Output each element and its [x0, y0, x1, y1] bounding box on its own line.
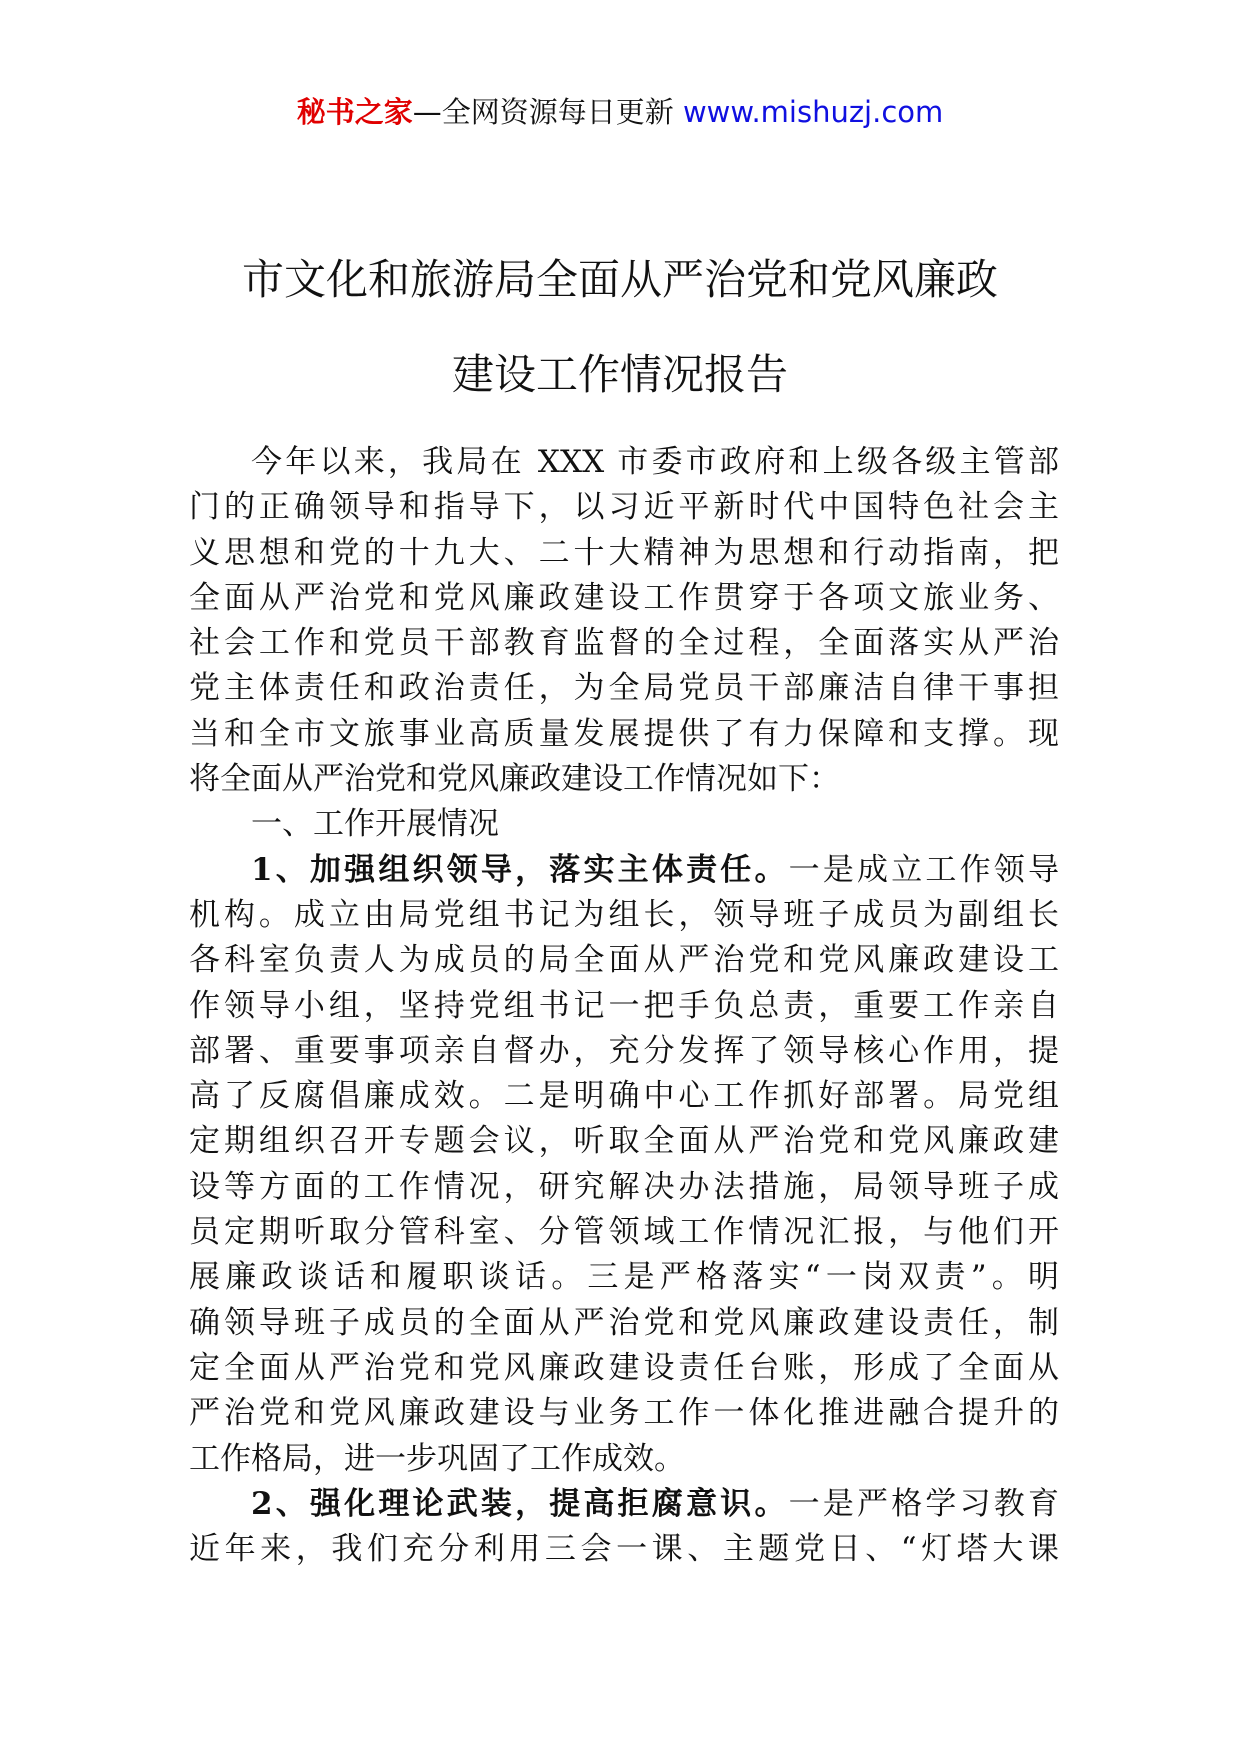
item1-line: 设等方面的工作情况，研究解决办法措施，局领导班子成	[189, 1168, 1059, 1205]
item1-line: 确领导班子成员的全面从严治党和党风廉政建设责任，制	[189, 1304, 1059, 1341]
item1-line: 工作格局，进一步巩固了工作成效。	[189, 1440, 685, 1477]
intro-line: 当和全市文旅事业高质量发展提供了有力保障和支撑。现	[189, 715, 1059, 752]
intro-line: 门的正确领导和指导下，以习近平新时代中国特色社会主	[189, 489, 1059, 526]
section-heading: 一、工作开展情况	[251, 806, 499, 843]
item1-text: 一是成立工作领导	[788, 851, 1060, 888]
item1-line: 作领导小组，坚持党组书记一把手负总责，重要工作亲自	[189, 987, 1059, 1024]
intro-line: 将全面从严治党和党风廉政建设工作情况如下：	[189, 761, 840, 798]
intro-line: 社会工作和党员干部教育监督的全过程，全面落实从严治	[189, 625, 1059, 662]
item1-heading: 1、加强组织领导，落实主体责任。	[251, 851, 789, 888]
item1-line: 机构。成立由局党组书记为组长，领导班子成员为副组长	[189, 896, 1059, 933]
item1-line: 部署、重要事项亲自督办，充分发挥了领导核心作用，提	[189, 1032, 1059, 1069]
item1-line: 展廉政谈话和履职谈话。三是严格落实“一岗双责”。明	[189, 1259, 1059, 1296]
intro-line: 今年以来，我局在 XXX 市委市政府和上级各级主管部	[251, 444, 1059, 480]
site-brand: 秘书之家	[296, 95, 413, 129]
item2-line: 近年来，我们充分利用三会一课、主题党日、“灯塔大课	[189, 1531, 1059, 1568]
document-body	[189, 440, 1059, 1572]
document-title	[100, 232, 1140, 422]
item2-text: 一是严格学习教育	[788, 1485, 1060, 1522]
title-line-1: 市文化和旅游局全面从严治党和党风廉政	[241, 255, 998, 304]
item1-line: 定全面从严治党和党风廉政建设责任台账，形成了全面从	[189, 1349, 1059, 1386]
site-url-link[interactable]: www.mishuzj.com	[682, 95, 944, 129]
intro-line: 全面从严治党和党风廉政建设工作贯穿于各项文旅业务、	[189, 579, 1059, 616]
item2-heading: 2、强化理论武装，提高拒腐意识。	[251, 1485, 789, 1522]
title-line-2: 建设工作情况报告	[451, 350, 788, 399]
item1-line: 高了反腐倡廉成效。二是明确中心工作抓好部署。局党组	[189, 1078, 1059, 1115]
site-header	[0, 92, 1240, 132]
site-slogan: —全网资源每日更新	[412, 95, 683, 129]
intro-line: 党主体责任和政治责任，为全局党员干部廉洁自律干事担	[189, 670, 1059, 707]
item1-line: 严治党和党风廉政建设与业务工作一体化推进融合提升的	[189, 1395, 1059, 1432]
item2-line	[189, 1482, 1059, 1527]
item1-line: 各科室负责人为成员的局全面从严治党和党风廉政建设工	[189, 942, 1059, 979]
item1-line	[189, 848, 1059, 893]
intro-line: 义思想和党的十九大、二十大精神为思想和行动指南，把	[189, 534, 1059, 571]
item1-line: 定期组织召开专题会议，听取全面从严治党和党风廉政建	[189, 1123, 1059, 1160]
item1-line: 员定期听取分管科室、分管领域工作情况汇报，与他们开	[189, 1214, 1059, 1251]
